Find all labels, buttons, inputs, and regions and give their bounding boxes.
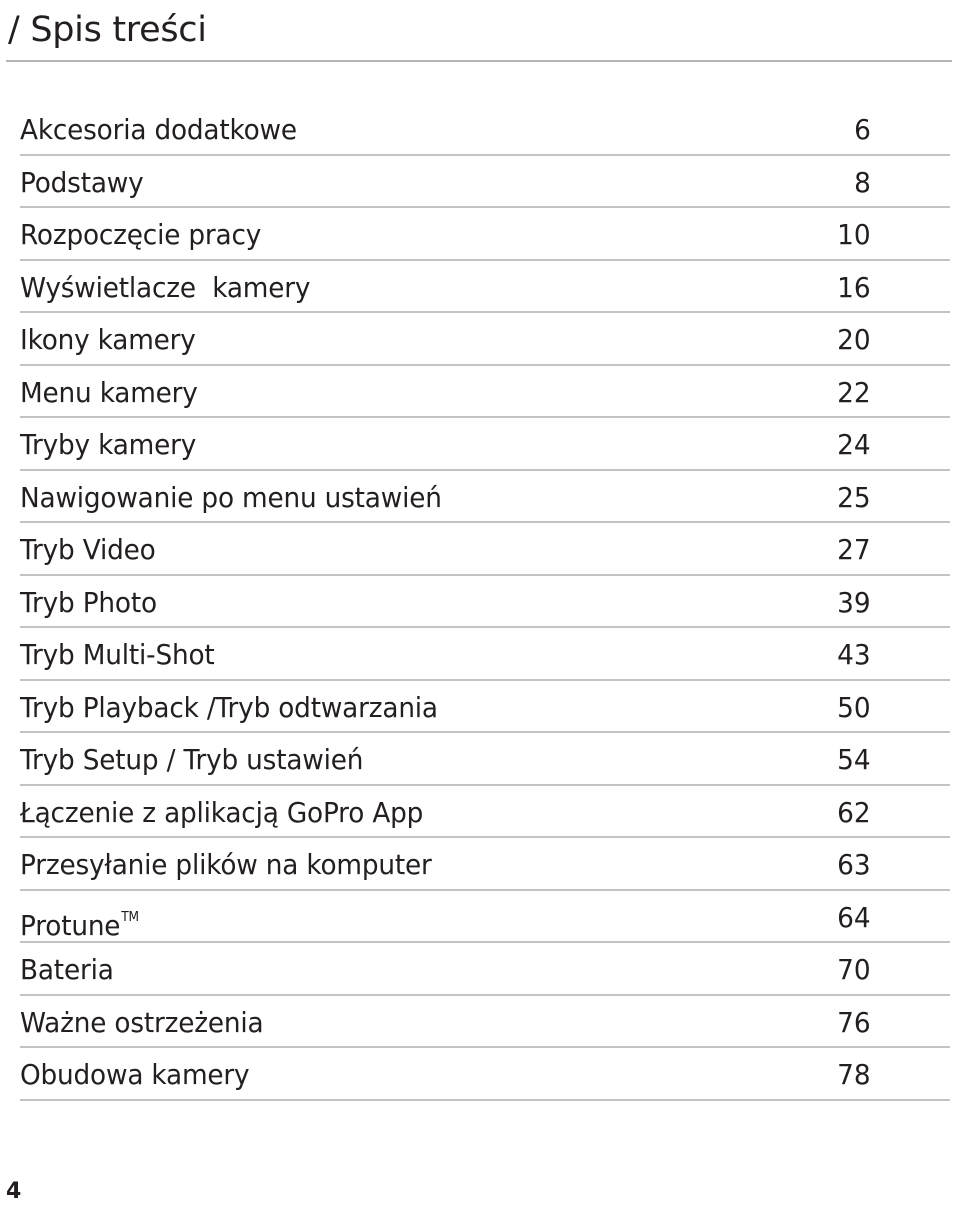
toc-row[interactable] xyxy=(20,996,950,1049)
toc-entry-label: Rozpoczęcie pracy xyxy=(20,218,262,251)
toc-page-number: 62 xyxy=(837,795,871,829)
toc-page-number: 43 xyxy=(837,638,871,671)
toc-page-number: 8 xyxy=(854,165,871,199)
toc-row[interactable] xyxy=(20,366,950,419)
toc-page-number: 64 xyxy=(837,900,871,934)
toc-entry-label: Nawigowanie po menu ustawień xyxy=(20,480,442,514)
toc-row[interactable] xyxy=(20,943,950,996)
toc-page-number: 24 xyxy=(837,428,871,461)
toc-row[interactable] xyxy=(20,681,950,734)
toc-entry-label-wrap xyxy=(20,901,139,943)
toc-row[interactable] xyxy=(20,418,950,471)
toc-row[interactable] xyxy=(20,838,950,891)
toc-entry-label: Menu kamery xyxy=(20,375,198,409)
toc-entry-label: Tryb Multi-Shot xyxy=(20,638,215,671)
toc-entry-label: Protune xyxy=(20,908,121,942)
toc-entry-label: Tryb Video xyxy=(20,533,156,566)
toc-row[interactable] xyxy=(20,628,950,681)
toc-row[interactable] xyxy=(20,576,950,629)
page-title: / Spis treści xyxy=(8,10,207,50)
trademark-symbol: TM xyxy=(121,909,139,925)
toc-entry-label: Łączenie z aplikacją GoPro App xyxy=(20,795,424,829)
toc-row[interactable] xyxy=(20,261,950,314)
toc-row[interactable] xyxy=(20,1048,950,1101)
toc-page-number: 70 xyxy=(837,953,871,986)
toc-entry-label: Wyświetlacze kamery xyxy=(20,270,311,304)
toc-entry-label: Bateria xyxy=(20,953,114,986)
toc-entry-label: Ważne ostrzeżenia xyxy=(20,1005,264,1039)
toc-entry-label: Tryby kamery xyxy=(20,428,197,461)
toc-page-number: 25 xyxy=(837,480,871,514)
page-header xyxy=(6,4,952,62)
toc-row[interactable] xyxy=(20,733,950,786)
toc-page-number: 54 xyxy=(837,743,871,776)
toc-row[interactable] xyxy=(20,313,950,366)
toc-page-number: 20 xyxy=(837,323,871,356)
toc-row[interactable] xyxy=(20,208,950,261)
toc-entry-label: Podstawy xyxy=(20,165,144,199)
toc-row[interactable] xyxy=(20,523,950,576)
toc-row[interactable] xyxy=(20,891,950,944)
toc-entry-label: Akcesoria dodatkowe xyxy=(20,113,297,146)
toc-page-number: 39 xyxy=(837,585,871,619)
toc-page-number: 22 xyxy=(837,375,871,409)
toc-entry-label: Ikony kamery xyxy=(20,323,196,356)
toc-page-number: 63 xyxy=(837,848,871,881)
toc-entry-label: Przesyłanie plików na komputer xyxy=(20,848,432,881)
toc-page-number: 27 xyxy=(837,533,871,566)
toc-row[interactable] xyxy=(20,103,950,156)
toc-page-number: 16 xyxy=(837,270,871,304)
toc-row[interactable] xyxy=(20,156,950,209)
toc-page-number: 50 xyxy=(837,690,871,724)
toc-row[interactable] xyxy=(20,471,950,524)
toc-page-number: 10 xyxy=(837,218,871,251)
toc-entry-label: Tryb Setup / Tryb ustawień xyxy=(20,743,364,776)
table-of-contents xyxy=(20,103,950,1101)
toc-row[interactable] xyxy=(20,786,950,839)
toc-entry-label: Tryb Playback /Tryb odtwarzania xyxy=(20,690,438,724)
page-number: 4 xyxy=(6,1179,22,1204)
toc-entry-label: Tryb Photo xyxy=(20,585,157,619)
toc-page-number: 78 xyxy=(837,1058,871,1091)
toc-page-number: 6 xyxy=(854,113,871,146)
toc-entry-label: Obudowa kamery xyxy=(20,1058,250,1091)
toc-page-number: 76 xyxy=(837,1005,871,1039)
